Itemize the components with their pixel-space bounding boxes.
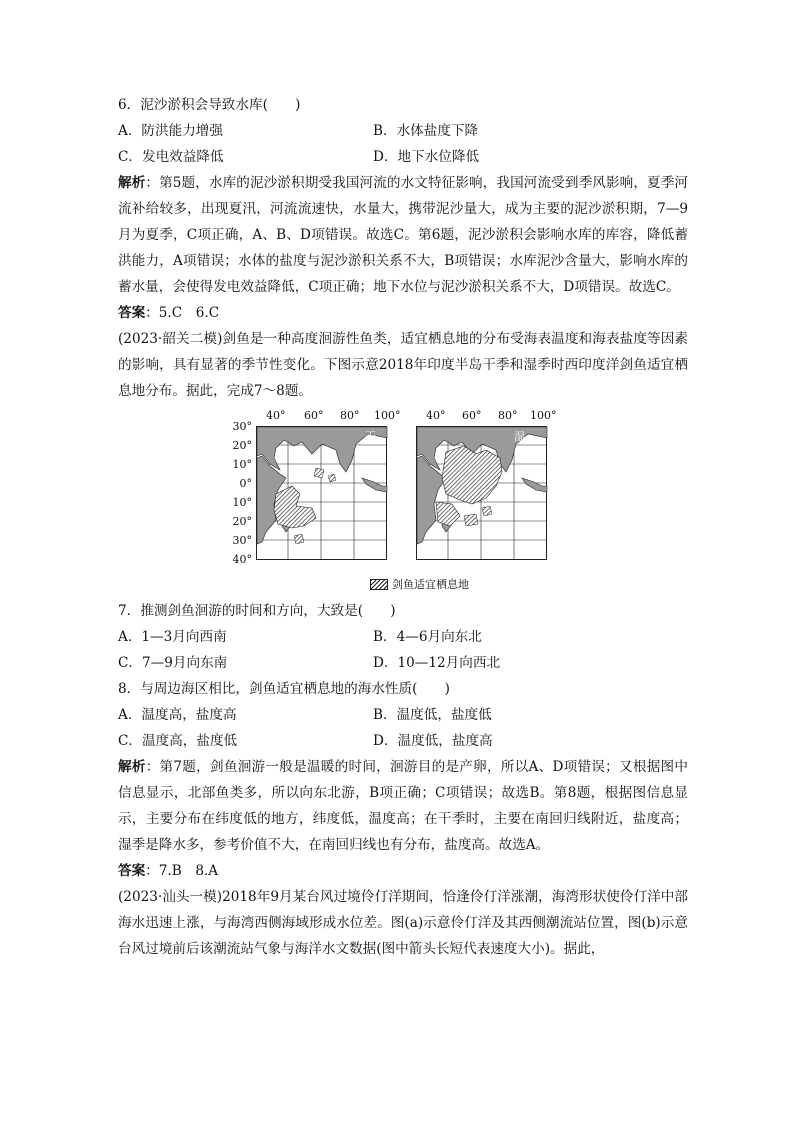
option-a: A．温度高，盐度高: [118, 707, 237, 723]
wet-season-label: 湿季: [514, 430, 525, 459]
option-b: B．水体盐度下降: [373, 123, 479, 139]
y-label: 20°: [232, 515, 252, 528]
option-c: C．发电效益降低: [118, 149, 224, 165]
question-7-options-row-1: [118, 624, 688, 650]
x-label-100: 100°: [530, 409, 557, 422]
y-label: 10°: [232, 458, 252, 471]
y-label: 10°: [232, 496, 252, 509]
analysis-text: ：第7题，剑鱼洄游一般是温暖的时间，洄游目的是产卵，所以A、D项错误；又根据图中信息显示，北部鱼类多，所以向东北游，B项正确；C项错误；故选B。第8题，根据图信息显示，主要分布在纬度低的地方，纬度低，温度高；在干季时，主要在南回归线附近，盐度高；湿季是降水多，参考价值不大，在南回归线也有分布，盐度高。故选A。: [118, 759, 688, 853]
y-label: 20°: [232, 439, 252, 452]
answer-text: ：5.C 6.C: [145, 305, 220, 321]
dry-season-map-frame: [256, 424, 416, 588]
answer-text: ：7.B 8.A: [145, 863, 219, 879]
answer-label: 答案: [118, 305, 146, 321]
x-label-100: 100°: [374, 409, 401, 422]
question-6-stem: 6．泥沙淤积会导致水库( ): [118, 97, 301, 113]
question-7-stem: 7．推测剑鱼洄游的时间和方向，大致是( ): [118, 603, 396, 619]
option-d: D．温度低，盐度高: [373, 733, 493, 749]
question-8-options-row-1: [118, 702, 688, 728]
y-label: 30°: [232, 420, 252, 433]
page-content: [118, 92, 688, 962]
question-8-options-row-2: [118, 728, 688, 754]
answer-5-6: [118, 300, 688, 326]
analysis-7-8: [118, 754, 688, 858]
x-label-80: 80°: [498, 409, 518, 422]
answer-7-8: [118, 858, 688, 884]
option-d: D．地下水位降低: [373, 149, 480, 165]
legend-label: 剑鱼适宜栖息地: [392, 578, 469, 591]
dry-season-label: 干季: [365, 430, 376, 459]
x-label-40: 40°: [266, 409, 286, 422]
option-d: D．10—12月向西北: [373, 655, 501, 671]
analysis-5-6: [118, 170, 688, 300]
question-6-options-row-2: [118, 144, 688, 170]
analysis-label: 解析: [118, 759, 146, 775]
answer-label: 答案: [118, 863, 146, 879]
x-label-80: 80°: [340, 409, 360, 422]
question-6-options-row-1: [118, 118, 688, 144]
swordfish-habitat-figure: [118, 410, 688, 596]
legend-hatch-swatch: [370, 579, 388, 590]
x-label-40: 40°: [426, 409, 446, 422]
y-label: 30°: [232, 534, 252, 547]
x-label-60: 60°: [462, 409, 482, 422]
analysis-label: 解析: [118, 175, 146, 191]
intro-typhoon: (2023·汕头一模)2018年9月某台风过境伶仃洋期间，恰逢伶仃洋涨潮，海湾形状使伶仃洋中部海水迅速上涨，与海湾西侧海域形成水位差。图(a)示意伶仃洋及其西侧潮流站位置，图(b)示意台风过境前后该潮流站气象与海洋水文数据(图中箭头长短代表速度大小)。据此，: [118, 889, 688, 957]
option-a: A．1—3月向西南: [118, 629, 227, 645]
intro-7-8: (2023·韶关二模)剑鱼是一种高度洄游性鱼类，适宜栖息地的分布受海表温度和海表盐度等因素的影响，具有显著的季节性变化。下图示意2018年印度半岛干季和湿季时西印度洋剑鱼适宜栖息地分布。据此，完成7～8题。: [118, 331, 688, 399]
option-b: B．4—6月向东北: [373, 629, 482, 645]
option-c: C．7—9月向东南: [118, 655, 228, 671]
option-b: B．温度低，盐度低: [373, 707, 492, 723]
wet-season-map-frame: [416, 424, 566, 588]
analysis-text: ：第5题，水库的泥沙淤积期受我国河流的水文特征影响，我国河流受到季风影响，夏季河流补给较多，出现夏汛，河流流速快，水量大，携带泥沙量大，成为主要的泥沙淤积期，7—9月为夏季，C项正确，A、B、D项错误。故选C。第6题，泥沙淤积会影响水库的库容，降低蓄洪能力，A项错误；水体的盐度与泥沙淤积关系不大，B项错误；水库泥沙含量大，影响水库的蓄水量，会使得发电效益降低，C项正确；地下水位与泥沙淤积关系不大，D项错误。故选C。: [118, 175, 688, 295]
figure-legend: [370, 576, 469, 592]
x-label-60: 60°: [304, 409, 324, 422]
y-label: 40°: [232, 553, 252, 566]
question-8-stem: 8．与周边海区相比，剑鱼适宜栖息地的海水性质( ): [118, 681, 450, 697]
question-7-options-row-2: [118, 650, 688, 676]
y-label: 0°: [239, 477, 252, 490]
option-c: C．温度高，盐度低: [118, 733, 238, 749]
option-a: A．防洪能力增强: [118, 123, 223, 139]
